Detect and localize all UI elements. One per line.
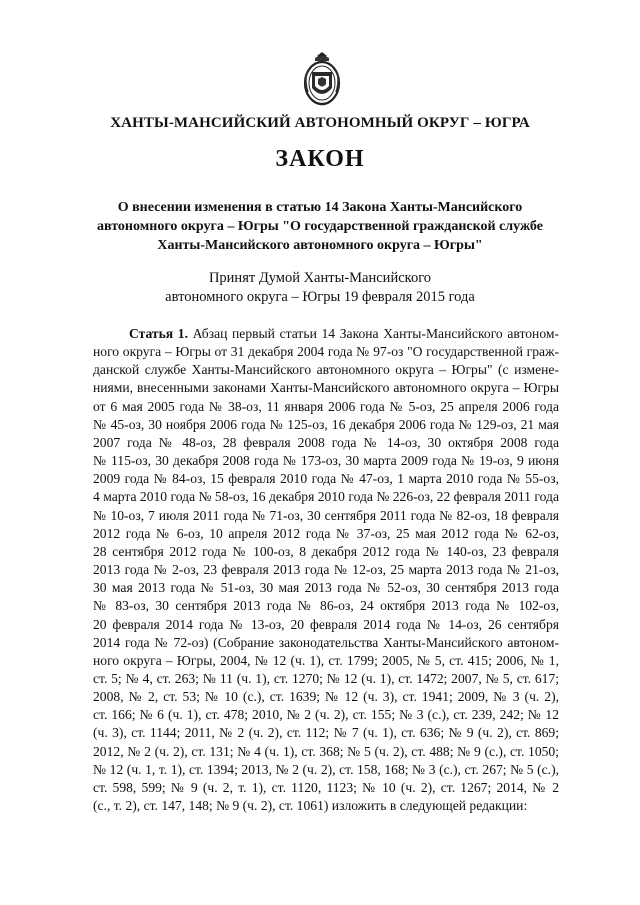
law-title-line: автономного округа – Югры "О государственной гражданской службе — [97, 219, 543, 234]
article-line: ниями, внесенными законами Ханты-Мансийского автономного округа – Югры — [93, 380, 559, 396]
article-line: № 12 (ч. 1, т. 1), ст. 1394; 2013, № 2 (ч. 2), ст. 158, 168; № 3 (с.), ст. 267; № 5 (с.), — [93, 761, 559, 777]
article-first-line — [93, 325, 559, 343]
law-title-line: Ханты-Мансийского автономного округа – Югры" — [157, 238, 483, 253]
article-line: ного округа – Югры от 31 декабря 2004 года № 97-оз "О государственной граж- — [93, 344, 559, 360]
article-label: Статья 1. — [129, 326, 188, 341]
article-line: 4 марта 2010 года № 58-оз, 16 декабря 2010 года № 226-оз, 22 февраля 2011 года — [93, 489, 559, 505]
adoption-line: автономного округа – Югры 19 февраля 2015 года — [165, 289, 475, 305]
article-line: 30 мая 2013 года № 51-оз, 30 мая 2013 года № 52-оз, 30 сентября 2013 года — [93, 580, 559, 596]
article-line: 2009 года № 84-оз, 15 февраля 2010 года № 47-оз, 1 марта 2010 года № 55-оз, — [93, 471, 559, 487]
article-line: ного округа – Югры, 2004, № 12 (ч. 1), ст. 1799; 2005, № 5, ст. 415; 2006, № 1, — [93, 652, 559, 668]
article-line: ст. 5; № 4, ст. 263; № 11 (ч. 1), ст. 1270; № 12 (ч. 1), ст. 1472; 2007, № 5, ст. 617; — [93, 670, 559, 686]
article-line: ст. 166; № 6 (ч. 1), ст. 478; 2010, № 2 (ч. 2), ст. 155; № 3 (с.), ст. 239, 242; № 12 — [93, 707, 559, 723]
coat-of-arms-icon — [298, 50, 346, 108]
article-line: 28 сентября 2012 года № 100-оз, 8 декабря 2012 года № 140-оз, 23 февраля — [93, 543, 559, 559]
adoption-note — [0, 269, 640, 307]
article-line: № 45-оз, 30 ноября 2006 года № 125-оз, 16 декабря 2006 года № 129-оз, 21 мая — [93, 416, 559, 432]
law-title-line: О внесении изменения в статью 14 Закона Ханты-Мансийского — [117, 200, 523, 215]
article-line: (ч. 3), ст. 1144; 2011, № 2 (ч. 2), ст. 112; № 7 (ч. 1), ст. 636; № 9 (ч. 2), ст. 869; — [93, 725, 559, 741]
article-line: 2012, № 2 (ч. 2), ст. 131; № 4 (ч. 1), ст. 368; № 5 (ч. 2), ст. 488; № 9 (с.), ст. 1050; — [93, 743, 559, 759]
article-line: 2012 года № 6-оз, 10 апреля 2012 года № 37-оз, 25 мая 2012 года № 62-оз, — [93, 525, 559, 541]
law-title — [60, 198, 580, 255]
document-type: ЗАКОН — [275, 146, 365, 172]
article-first-line-text: Абзац первый статьи 14 Закона Ханты-Мансийского автоном- — [192, 326, 559, 341]
article-line: 2013 года № 2-оз, 23 февраля 2013 года № 12-оз, 25 марта 2013 года № 21-оз, — [93, 562, 559, 578]
article-line: от 6 мая 2005 года № 38-оз, 11 января 2006 года № 5-оз, 25 апреля 2006 года — [93, 398, 559, 414]
article-line: № 10-оз, 7 июля 2011 года № 71-оз, 30 сентября 2011 года № 82-оз, 18 февраля — [93, 507, 559, 523]
article-line: 2008, № 2, ст. 53; № 10 (с.), ст. 1639; № 12 (ч. 3), ст. 1941; 2009, № 3 (ч. 2), — [93, 689, 559, 705]
article-line: данской службе Ханты-Мансийского автономного округа – Югры" (с измене- — [93, 362, 559, 378]
article-line: ст. 598, 599; № 9 (ч. 2, т. 1), ст. 1120, 1123; № 10 (ч. 2), ст. 1267; 2014, № 2 — [93, 779, 559, 795]
article-line: № 115-оз, 30 декабря 2008 года № 173-оз, 30 марта 2009 года № 19-оз, 9 июня — [93, 453, 559, 469]
article-line: (с., т. 2), ст. 147, 148; № 9 (ч. 2), ст. 1061) изложить в следующей редакции: — [93, 798, 528, 814]
article-line: 2007 года № 48-оз, 28 февраля 2008 года № 14-оз, 30 октября 2008 года — [93, 434, 559, 450]
adoption-line: Принят Думой Ханты-Мансийского — [208, 270, 432, 286]
article-1-text — [93, 325, 559, 815]
article-line: 20 февраля 2014 года № 13-оз, 20 февраля 2014 года № 14-оз, 26 сентября — [93, 616, 559, 632]
article-line: 2014 года № 72-оз) (Собрание законодательства Ханты-Мансийского автоном- — [93, 634, 559, 650]
article-line: № 83-оз, 30 сентября 2013 года № 86-оз, 24 октября 2013 года № 102-оз, — [93, 598, 559, 614]
region-heading: ХАНТЫ-МАНСИЙСКИЙ АВТОНОМНЫЙ ОКРУГ – ЮГРА — [110, 115, 530, 131]
